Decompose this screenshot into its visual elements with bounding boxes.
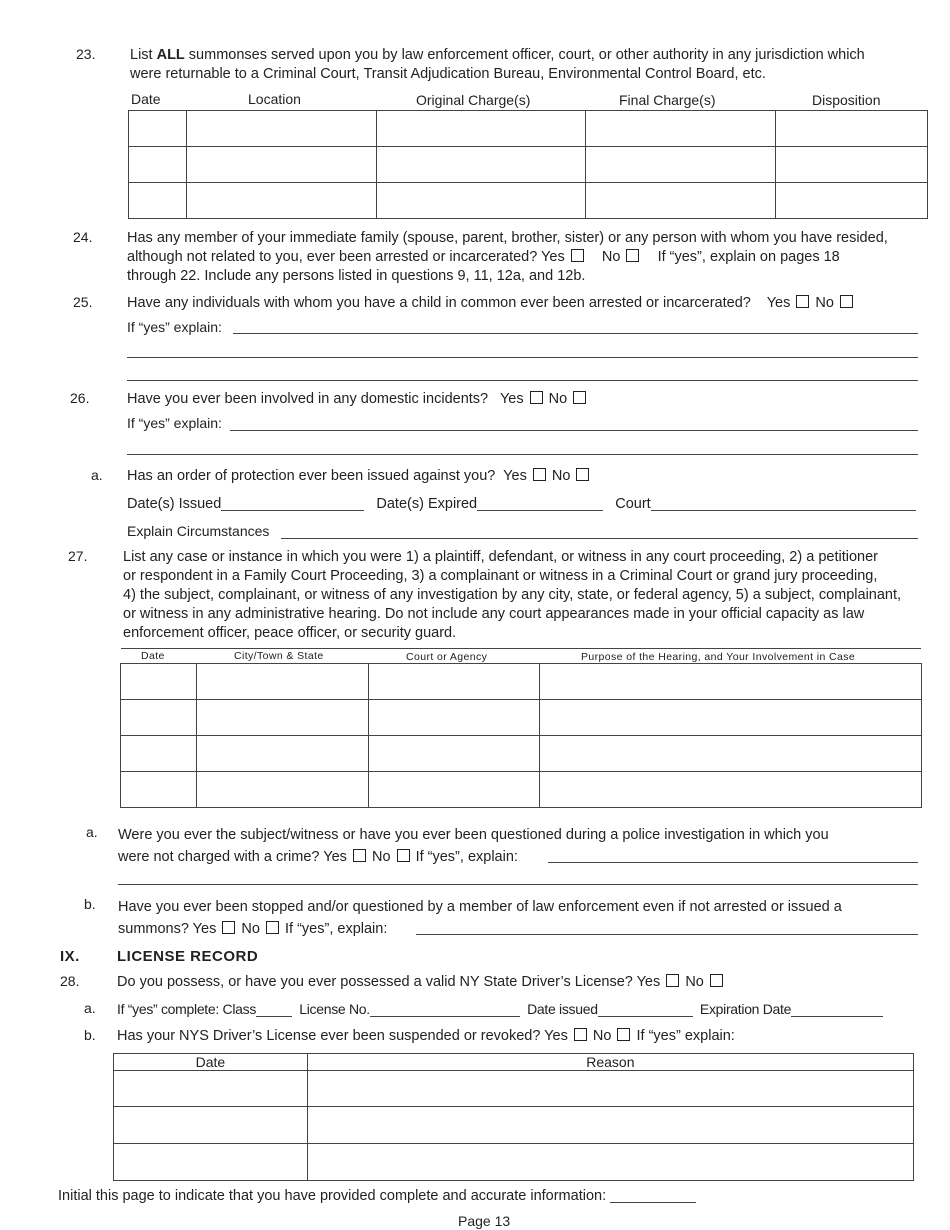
expiration-date-field[interactable]	[791, 1002, 883, 1017]
table-row	[129, 147, 928, 183]
q28b-suspension-table	[113, 1053, 914, 1181]
q28b-cell[interactable]	[307, 1107, 913, 1144]
q27-cell[interactable]	[368, 736, 540, 772]
q26a-yes-checkbox[interactable]	[533, 468, 546, 481]
q28b-header-reason: Reason	[307, 1054, 913, 1071]
q23-header-disposition: Disposition	[812, 92, 881, 108]
q27a-text: Were you ever the subject/witness or have you ever been questioned during a police investigation in which you were not charged with a crime? Yes No If “yes”, explain:	[118, 827, 829, 865]
q25-yes-checkbox[interactable]	[796, 295, 809, 308]
q23-header-date: Date	[131, 91, 161, 107]
page-number: Page 13	[458, 1213, 511, 1229]
date-expired-field[interactable]	[477, 496, 603, 511]
q28-no-checkbox[interactable]	[710, 974, 723, 987]
date-issued-field[interactable]	[221, 496, 364, 511]
q23-header-final-charge: Final Charge(s)	[619, 92, 716, 108]
q23-cell[interactable]	[186, 183, 376, 219]
q27-case-table	[120, 663, 922, 808]
q27a-yes-checkbox[interactable]	[353, 849, 366, 862]
q28-number: 28.	[60, 973, 80, 989]
q27b-explain-line[interactable]	[416, 934, 918, 935]
q23-number: 23.	[76, 46, 96, 62]
q24-no-checkbox[interactable]	[626, 249, 639, 262]
q23-cell[interactable]	[776, 183, 928, 219]
table-row	[121, 664, 922, 700]
q25-explain-line-3[interactable]	[127, 380, 918, 381]
q27-cell[interactable]	[121, 736, 197, 772]
q27-cell[interactable]	[368, 772, 540, 808]
q27-text: List any case or instance in which you were 1) a plaintiff, defendant, or witness in any court proceeding, 2) a petitioner or respondent in a Family Court Proceeding, 3) a complainant or witness in a Criminal Court or grand jury proceeding, 4) the subject, complainant, or witness of any investigation by any city, state, or federal agency, 5) a subject, complainant, or witness in any administrative hearing. Do not include any court appearances made in your official capacity as law enforcement officer, peace officer, or security guard.	[123, 549, 902, 641]
q23-header-location: Location	[248, 91, 301, 107]
q23-cell[interactable]	[586, 111, 776, 147]
section-title: LICENSE RECORD	[117, 948, 259, 965]
q23-cell[interactable]	[586, 183, 776, 219]
q26-no-checkbox[interactable]	[573, 391, 586, 404]
table-row	[129, 183, 928, 219]
q27-cell[interactable]	[121, 700, 197, 736]
q23-cell[interactable]	[776, 111, 928, 147]
q28b-letter: b.	[84, 1027, 96, 1043]
q27b-text: Have you ever been stopped and/or questioned by a member of law enforcement even if not arrested or issued a summons? Yes No If “yes”, explain:	[118, 899, 842, 937]
q27-cell[interactable]	[196, 772, 368, 808]
date-issued-license-field[interactable]	[598, 1002, 693, 1017]
q23-cell[interactable]	[129, 111, 187, 147]
q28b-cell[interactable]	[114, 1071, 308, 1107]
q27-cell[interactable]	[196, 664, 368, 700]
q28-yes-checkbox[interactable]	[666, 974, 679, 987]
q27-header-purpose: Purpose of the Hearing, and Your Involvement in Case	[581, 651, 856, 663]
q27a-no-checkbox[interactable]	[397, 849, 410, 862]
table-row	[129, 111, 928, 147]
q25-no-checkbox[interactable]	[840, 295, 853, 308]
q27b-letter: b.	[84, 896, 96, 912]
q28b-no-checkbox[interactable]	[617, 1028, 630, 1041]
class-field[interactable]	[256, 1002, 292, 1017]
q27-cell[interactable]	[121, 772, 197, 808]
table-row	[114, 1107, 914, 1144]
q28b-cell[interactable]	[307, 1144, 913, 1181]
q23-cell[interactable]	[376, 111, 586, 147]
table-row	[121, 772, 922, 808]
q28b-cell[interactable]	[114, 1107, 308, 1144]
q23-summons-table	[128, 110, 928, 219]
q28a-text: If “yes” complete: Class License No. Date issued Expiration Date	[117, 1000, 927, 1019]
q24-text: Has any member of your immediate family (spouse, parent, brother, sister) or any person with whom you have resided, although not related to you, ever been arrested or incarcerated? Yes No If “yes”, explain on pages 18 through 22. Include any persons listed in questions 9, 11, 12a, and 12b.	[127, 230, 888, 284]
q24-number: 24.	[73, 229, 93, 245]
q26-yes-checkbox[interactable]	[530, 391, 543, 404]
q26-number: 26.	[70, 390, 90, 406]
q25-number: 25.	[73, 294, 93, 310]
q26-text: Have you ever been involved in any domestic incidents? Yes No	[127, 390, 588, 409]
q27-number: 27.	[68, 548, 88, 564]
q23-header-original-charge: Original Charge(s)	[416, 92, 531, 108]
q27-cell[interactable]	[540, 772, 922, 808]
table-row	[114, 1054, 914, 1071]
q26a-circumstances-label: Explain Circumstances	[127, 523, 270, 539]
q26a-circumstances-line[interactable]	[281, 538, 918, 539]
q27a-explain-line-1[interactable]	[548, 862, 918, 863]
q27-header-city: City/Town & State	[234, 650, 324, 662]
court-field[interactable]	[651, 496, 916, 511]
q27-cell[interactable]	[121, 664, 197, 700]
q26a-no-checkbox[interactable]	[576, 468, 589, 481]
q23-cell[interactable]	[186, 111, 376, 147]
q28b-header-date: Date	[114, 1054, 308, 1071]
q28a-letter: a.	[84, 1000, 96, 1016]
q27-cell[interactable]	[368, 700, 540, 736]
q26a-dates-row: Date(s) Issued Date(s) Expired Court	[127, 495, 927, 514]
section-number: IX.	[60, 948, 80, 965]
q28-text: Do you possess, or have you ever possessed a valid NY State Driver’s License? Yes No	[117, 973, 725, 992]
q23-text: List ALL summonses served upon you by law enforcement officer, court, or other authority in any jurisdiction which were returnable to a Criminal Court, Transit Adjudication Bureau, Environmental Control Board, etc.	[130, 47, 865, 82]
q25-explain-label: If “yes” explain:	[127, 319, 222, 335]
q27-header-date: Date	[141, 650, 165, 662]
q23-cell[interactable]	[376, 147, 586, 183]
q23-cell[interactable]	[586, 147, 776, 183]
q27-cell[interactable]	[540, 664, 922, 700]
table-row	[114, 1071, 914, 1107]
q27a-letter: a.	[86, 824, 98, 840]
q23-cell[interactable]	[129, 147, 187, 183]
q26-explain-line-1[interactable]	[230, 430, 918, 431]
q26a-text: Has an order of protection ever been issued against you? Yes No	[127, 467, 591, 486]
q23-cell[interactable]	[376, 183, 586, 219]
q26-explain-line-2[interactable]	[127, 454, 918, 455]
q27a-explain-line-2[interactable]	[118, 884, 918, 885]
q27b-no-checkbox[interactable]	[266, 921, 279, 934]
table-row	[121, 736, 922, 772]
table-row	[121, 700, 922, 736]
q23-cell[interactable]	[776, 147, 928, 183]
q24-yes-checkbox[interactable]	[571, 249, 584, 262]
q27-cell[interactable]	[540, 736, 922, 772]
q27-cell[interactable]	[196, 736, 368, 772]
license-number-field[interactable]	[370, 1002, 520, 1017]
q27-table-top-rule	[121, 648, 921, 649]
q28b-cell[interactable]	[307, 1071, 913, 1107]
q23-cell[interactable]	[186, 147, 376, 183]
q27-cell[interactable]	[540, 700, 922, 736]
q26a-letter: a.	[91, 467, 103, 483]
q26-explain-label: If “yes” explain:	[127, 415, 222, 431]
q25-explain-line-2[interactable]	[127, 357, 918, 358]
q27-cell[interactable]	[368, 664, 540, 700]
initial-field[interactable]	[610, 1188, 696, 1203]
q27-header-court: Court or Agency	[406, 651, 488, 663]
q25-explain-line-1[interactable]	[233, 333, 918, 334]
q25-text: Have any individuals with whom you have a child in common ever been arrested or incarcerated? Yes No	[127, 294, 937, 313]
q27-cell[interactable]	[196, 700, 368, 736]
table-row	[114, 1144, 914, 1181]
q23-cell[interactable]	[129, 183, 187, 219]
q27b-yes-checkbox[interactable]	[222, 921, 235, 934]
q28b-cell[interactable]	[114, 1144, 308, 1181]
q28b-yes-checkbox[interactable]	[574, 1028, 587, 1041]
q28b-text: Has your NYS Driver’s License ever been suspended or revoked? Yes No If “yes” explain:	[117, 1028, 735, 1044]
initial-statement: Initial this page to indicate that you have provided complete and accurate information:	[58, 1187, 696, 1206]
